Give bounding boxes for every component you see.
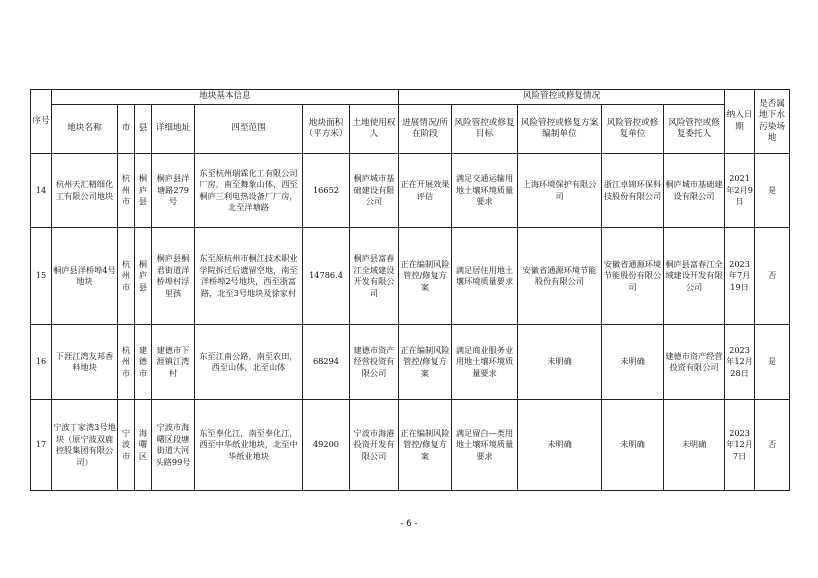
table-row xyxy=(31,325,790,400)
header-repair-unit: 风险管控或修复单位 xyxy=(602,105,664,154)
header-row-columns xyxy=(31,105,790,154)
cell-city: 杭州市 xyxy=(118,154,135,228)
cell-groundwater: 是 xyxy=(755,325,790,400)
cell-no: 14 xyxy=(31,154,52,228)
cell-plan-unit: 上海环境保护有限公司 xyxy=(518,154,602,228)
cell-progress: 正在编制风险管控/修复方案 xyxy=(399,325,452,400)
cell-plan-unit: 未明确 xyxy=(518,325,602,400)
cell-no: 16 xyxy=(31,325,52,400)
header-seq: 序号 xyxy=(31,90,52,154)
header-group-risk: 风险管控或修复情况 xyxy=(399,90,725,105)
cell-date: 2023年7月19日 xyxy=(725,228,755,325)
cell-area: 16652 xyxy=(303,154,350,228)
cell-client: 桐庐县富春江全域建设开发有限公司 xyxy=(664,228,725,325)
cell-bounds: 东至原杭州市桐江技术职业学院拆迁后遗留空地，南至洋桥埠2号地块，西至浙富路，北至3号地块及徐家村 xyxy=(195,228,303,325)
cell-bounds: 东至奉化江，南至奉化江，西至中华纸业地块，北至中华纸业地块 xyxy=(195,400,303,491)
header-group-basic: 地块基本信息 xyxy=(52,90,399,105)
header-row-group xyxy=(31,90,790,105)
cell-name: 杭州天汇精细化工有限公司地块 xyxy=(52,154,118,228)
cell-area: 49200 xyxy=(303,400,350,491)
cell-repair-unit: 安徽省通源环境节能股份有限公司 xyxy=(602,228,664,325)
cell-bounds: 东至杭州瑞霖化工有限公司厂房，南至舞象山体，西至桐庐三利电热设备厂厂房，北至洋塘路 xyxy=(195,154,303,228)
cell-groundwater: 否 xyxy=(755,228,790,325)
cell-date: 2023年12月28日 xyxy=(725,325,755,400)
header-county: 县 xyxy=(135,105,152,154)
cell-progress: 正在编制风险管控/修复方案 xyxy=(399,400,452,491)
cell-address: 建德市下涯镇江湾村 xyxy=(152,325,195,400)
cell-date: 2021年2月9日 xyxy=(725,154,755,228)
cell-groundwater: 是 xyxy=(755,154,790,228)
cell-owner: 桐庐县富春江全域建设开发有限公司 xyxy=(350,228,399,325)
cell-client: 建德市资产经营投资有限公司 xyxy=(664,325,725,400)
header-owner: 土地使用权人 xyxy=(350,105,399,154)
cell-address: 宁波市海曙区段塘街道大河头路99号 xyxy=(152,400,195,491)
cell-address: 桐庐县洋塘路279号 xyxy=(152,154,195,228)
cell-client: 未明确 xyxy=(664,400,725,491)
header-client: 风险管控或修复委托人 xyxy=(664,105,725,154)
cell-repair-unit: 未明确 xyxy=(602,400,664,491)
cell-progress: 正在编制风险管控/修复方案 xyxy=(399,228,452,325)
cell-county: 建德市 xyxy=(135,325,152,400)
cell-bounds: 东至江南公路，南至农田，西至山体，北至山体 xyxy=(195,325,303,400)
header-name: 地块名称 xyxy=(52,105,118,154)
cell-county: 桐庐县 xyxy=(135,228,152,325)
cell-no: 15 xyxy=(31,228,52,325)
header-progress: 进展情况/所在阶段 xyxy=(399,105,452,154)
cell-repair-unit: 浙江卓锦环保科技股份有限公司 xyxy=(602,154,664,228)
cell-city: 宁波市 xyxy=(118,400,135,491)
cell-owner: 建德市资产经营投资有限公司 xyxy=(350,325,399,400)
header-plan-unit: 风险管控或修复方案编制单位 xyxy=(518,105,602,154)
cell-no: 17 xyxy=(31,400,52,491)
cell-address: 桐庐县桐君街道洋桥埠村浮里孩 xyxy=(152,228,195,325)
cell-name: 桐庐县洋桥埠4号地块 xyxy=(52,228,118,325)
cell-name: 宁波丁家湾3号地块（原宁波双鹿控股集团有限公司） xyxy=(52,400,118,491)
table-row xyxy=(31,400,790,491)
header-area: 地块面积（平方米） xyxy=(303,105,350,154)
cell-progress: 正在开展效果评估 xyxy=(399,154,452,228)
cell-date: 2023年12月7日 xyxy=(725,400,755,491)
cell-target: 满足居住用地土壤环境质量要求 xyxy=(452,228,518,325)
cell-owner: 宁波市海港投资开发有限公司 xyxy=(350,400,399,491)
table-row xyxy=(31,154,790,228)
page-number: - 6 - xyxy=(400,519,418,529)
cell-groundwater: 否 xyxy=(755,400,790,491)
cell-client: 桐庐城市基础建设有限公司 xyxy=(664,154,725,228)
cell-target: 满足留白—类用地土壤环境质量要求 xyxy=(452,400,518,491)
header-included-date: 纳入日期 xyxy=(725,90,755,154)
cell-target: 满足商业服务业用地土壤环境质量要求 xyxy=(452,325,518,400)
cell-name: 下涯江湾友邦香料地块 xyxy=(52,325,118,400)
cell-plan-unit: 安徽省通源环境节能股份有限公司 xyxy=(518,228,602,325)
header-groundwater: 是否属地下水污染场地 xyxy=(755,90,790,154)
table-row xyxy=(31,228,790,325)
cell-county: 桐庐县 xyxy=(135,154,152,228)
cell-county: 海曙区 xyxy=(135,400,152,491)
cell-target: 满足交通运输用地土壤环境质量要求 xyxy=(452,154,518,228)
header-bounds: 四至范围 xyxy=(195,105,303,154)
cell-repair-unit: 未明确 xyxy=(602,325,664,400)
header-city: 市 xyxy=(118,105,135,154)
cell-city: 杭州市 xyxy=(118,325,135,400)
cell-plan-unit: 未明确 xyxy=(518,400,602,491)
site-table xyxy=(30,89,790,491)
header-target: 风险管控或修复目标 xyxy=(452,105,518,154)
cell-area: 14786.4 xyxy=(303,228,350,325)
cell-area: 68294 xyxy=(303,325,350,400)
header-address: 详细地址 xyxy=(152,105,195,154)
cell-city: 杭州市 xyxy=(118,228,135,325)
cell-owner: 桐庐城市基础建设有限公司 xyxy=(350,154,399,228)
